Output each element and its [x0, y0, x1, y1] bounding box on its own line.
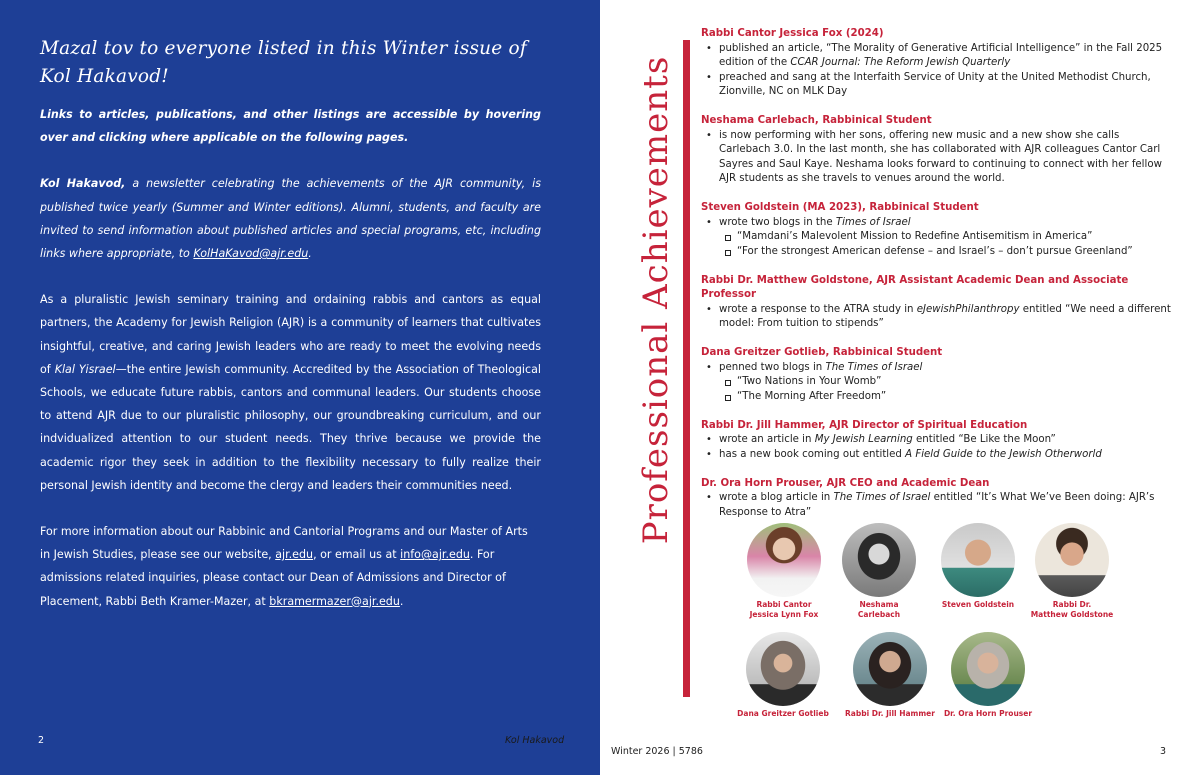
- page-number-left: 2: [38, 735, 45, 746]
- about-paragraph: [40, 288, 541, 497]
- info-email-link[interactable]: info@ajr.edu: [400, 548, 470, 562]
- entry-name: Rabbi Cantor Jessica Fox (2024): [701, 28, 884, 39]
- list-item[interactable]: • has a new book coming out entitled A Field Guide to the Jewish Otherworld: [701, 448, 1171, 463]
- entry-name: Neshama Carlebach, Rabbinical Student: [701, 115, 932, 126]
- info-part2: , or email us at: [313, 548, 401, 562]
- about-klal: Klal Yisrael: [54, 362, 116, 376]
- photo-dana-gotlieb: [733, 632, 833, 719]
- photo-caption: Rabbi Dr. Matthew Goldstone: [1030, 600, 1114, 619]
- newsletter-email-link[interactable]: KolHaKavod@ajr.edu: [193, 247, 309, 261]
- list-item: • is now performing with her sons, offering new music and a new show she calls Carlebach 3.0. In the last month, she has collaborated with AJR colleagues Cantor Carl Sayres and Saul Kaye. Neshama looks forward to continuing to connect with her fellow AJR students as she travels to venues around the world.: [701, 129, 1171, 187]
- info-paragraph: [40, 520, 541, 613]
- dean-email-link[interactable]: bkramermazer@ajr.edu: [269, 594, 400, 608]
- newsletter-title: Kol Hakavod,: [40, 177, 126, 191]
- sub-list-item[interactable]: “Mamdani’s Malevolent Mission to Redefine Antisemitism in America”: [701, 230, 1171, 245]
- entry-neshama-carlebach: [701, 114, 1171, 187]
- entry-jessica-fox: [701, 27, 1171, 100]
- entry-name: Dr. Ora Horn Prouser, AJR CEO and Academic Dean: [701, 477, 990, 489]
- list-item: • wrote two blogs in the Times of Israel: [701, 216, 1171, 231]
- entry-name: Rabbi Dr. Matthew Goldstone, AJR Assistant Academic Dean and Associate Professor: [701, 274, 1129, 300]
- list-item[interactable]: • wrote a response to the ATRA study in eJewishPhilanthropy entitled “We need a different model: From tuition to stipends”: [701, 303, 1171, 332]
- website-link[interactable]: ajr.edu: [275, 548, 314, 562]
- sub-list-item[interactable]: “Two Nations in Your Womb”: [701, 375, 1171, 390]
- sub-list-item[interactable]: “For the strongest American defense – and Israel’s – don’t pursue Greenland”: [701, 245, 1171, 260]
- info-part4: .: [399, 594, 404, 608]
- page-number-right: 3: [1160, 746, 1167, 757]
- photo-neshama-carlebach: [829, 523, 929, 620]
- portrait-photo: [842, 523, 916, 597]
- achievements-list: [701, 27, 1171, 535]
- entry-ora-prouser: [701, 477, 1171, 521]
- portrait-photo: [941, 523, 1015, 597]
- photo-caption: Rabbi Cantor Jessica Lynn Fox: [749, 600, 819, 619]
- info-part3: . For admissions related inquiries, please contact our Dean of Admissions and Director of Placement, Rabbi Beth Kramer-Mazer, at: [40, 548, 506, 608]
- photo-caption: Steven Goldstein: [941, 600, 1015, 609]
- photo-steven-goldstein: [928, 523, 1028, 610]
- portrait-photo: [747, 523, 821, 597]
- photo-caption: Dr. Ora Horn Prouser: [943, 709, 1033, 718]
- entry-name: Steven Goldstein (MA 2023), Rabbinical Student: [701, 202, 979, 213]
- newsletter-desc: a newsletter celebrating the achievements of the AJR community, is published twice yearly (Summer and Winter editions). Alumni, students, and faculty are invited to send information about published articles and special programs, etc, including links where appropriate, to: [40, 177, 541, 261]
- red-divider-bar: [683, 40, 690, 697]
- list-item: • penned two blogs in The Times of Israel: [701, 361, 1171, 376]
- links-note: Links to articles, publications, and other listings are accessible by hovering over and clicking where applicable on the following pages.: [40, 108, 541, 145]
- side-title: Professional Achievements: [636, 55, 676, 545]
- list-item[interactable]: • wrote an article in My Jewish Learning entitled “Be Like the Moon”: [701, 433, 1171, 448]
- portrait-photo: [1035, 523, 1109, 597]
- about-part2: —the entire Jewish community. Accredited by the Association of Theological Schools, we educate future rabbis, cantors and communal leaders. Our students choose to attend AJR due to our pluralistic philosophy, our groundbreaking curriculum, and our indvidualized attention to our student needs. They thrive because we provide the academic rigor they seek in addition to the flexibility necessary to fully realize their personal Jewish identity and become the clergy and leaders their communities need.: [40, 362, 541, 492]
- portrait-photo: [746, 632, 820, 706]
- photo-ora-prouser: [938, 632, 1038, 719]
- portrait-photo: [951, 632, 1025, 706]
- photo-caption: Dana Greitzer Gotlieb: [737, 709, 829, 718]
- footer-date: Winter 2026 | 5786: [611, 746, 703, 757]
- entry-steven-goldstein: [701, 201, 1171, 259]
- footer-newsletter-title: Kol Hakavod: [505, 735, 565, 746]
- sub-list-item[interactable]: “The Morning After Freedom”: [701, 390, 1171, 405]
- left-body: [40, 103, 541, 636]
- intro-heading: Mazal tov to everyone listed in this Winter issue of Kol Hakavod!: [40, 38, 527, 87]
- about-part1: As a pluralistic Jewish seminary training and ordaining rabbis and cantors as equal partners, the Academy for Jewish Religion (AJR) is a community of learners that cultivates insightful, creative, and caring Jewish leaders who are ready to meet the evolving needs of: [40, 293, 541, 376]
- entry-matthew-goldstone: [701, 274, 1171, 332]
- portrait-photo: [853, 632, 927, 706]
- list-item[interactable]: • published an article, “The Morality of Generative Artificial Intelligence” in the Fall 2025 edition of the CCAR Journal: The Reform Jewish Quarterly: [701, 42, 1171, 71]
- photo-jill-hammer: [840, 632, 940, 719]
- entry-name: Rabbi Dr. Jill Hammer, AJR Director of Spiritual Education: [701, 419, 1028, 431]
- photo-matthew-goldstone: [1022, 523, 1122, 620]
- list-item[interactable]: • wrote a blog article in The Times of Israel entitled “It’s What We’ve Been doing: AJR’s Response to Atra”: [701, 491, 1171, 520]
- newsletter-paragraph: Kol Hakavod, a newsletter celebrating the achievements of the AJR community, is published twice yearly (Summer and Winter editions). Alumni, students, and faculty are invited to send information about published articles and special programs, etc, including links where appropriate, to KolHaKavod@ajr.edu.: [40, 177, 541, 261]
- list-item: • preached and sang at the Interfaith Service of Unity at the United Methodist Church, Zionville, NC on MLK Day: [701, 71, 1171, 100]
- photo-jessica-fox: [734, 523, 834, 620]
- info-part1: For more information about our Rabbinic and Cantorial Programs and our Master of Arts in Jewish Studies, please see our website,: [40, 525, 528, 562]
- photo-caption: Rabbi Dr. Jill Hammer: [845, 709, 935, 718]
- entry-name: Dana Greitzer Gotlieb, Rabbinical Student: [701, 347, 943, 358]
- photo-caption: Neshama Carlebach: [857, 600, 901, 619]
- entry-dana-gotlieb: [701, 346, 1171, 404]
- entry-jill-hammer: [701, 419, 1171, 463]
